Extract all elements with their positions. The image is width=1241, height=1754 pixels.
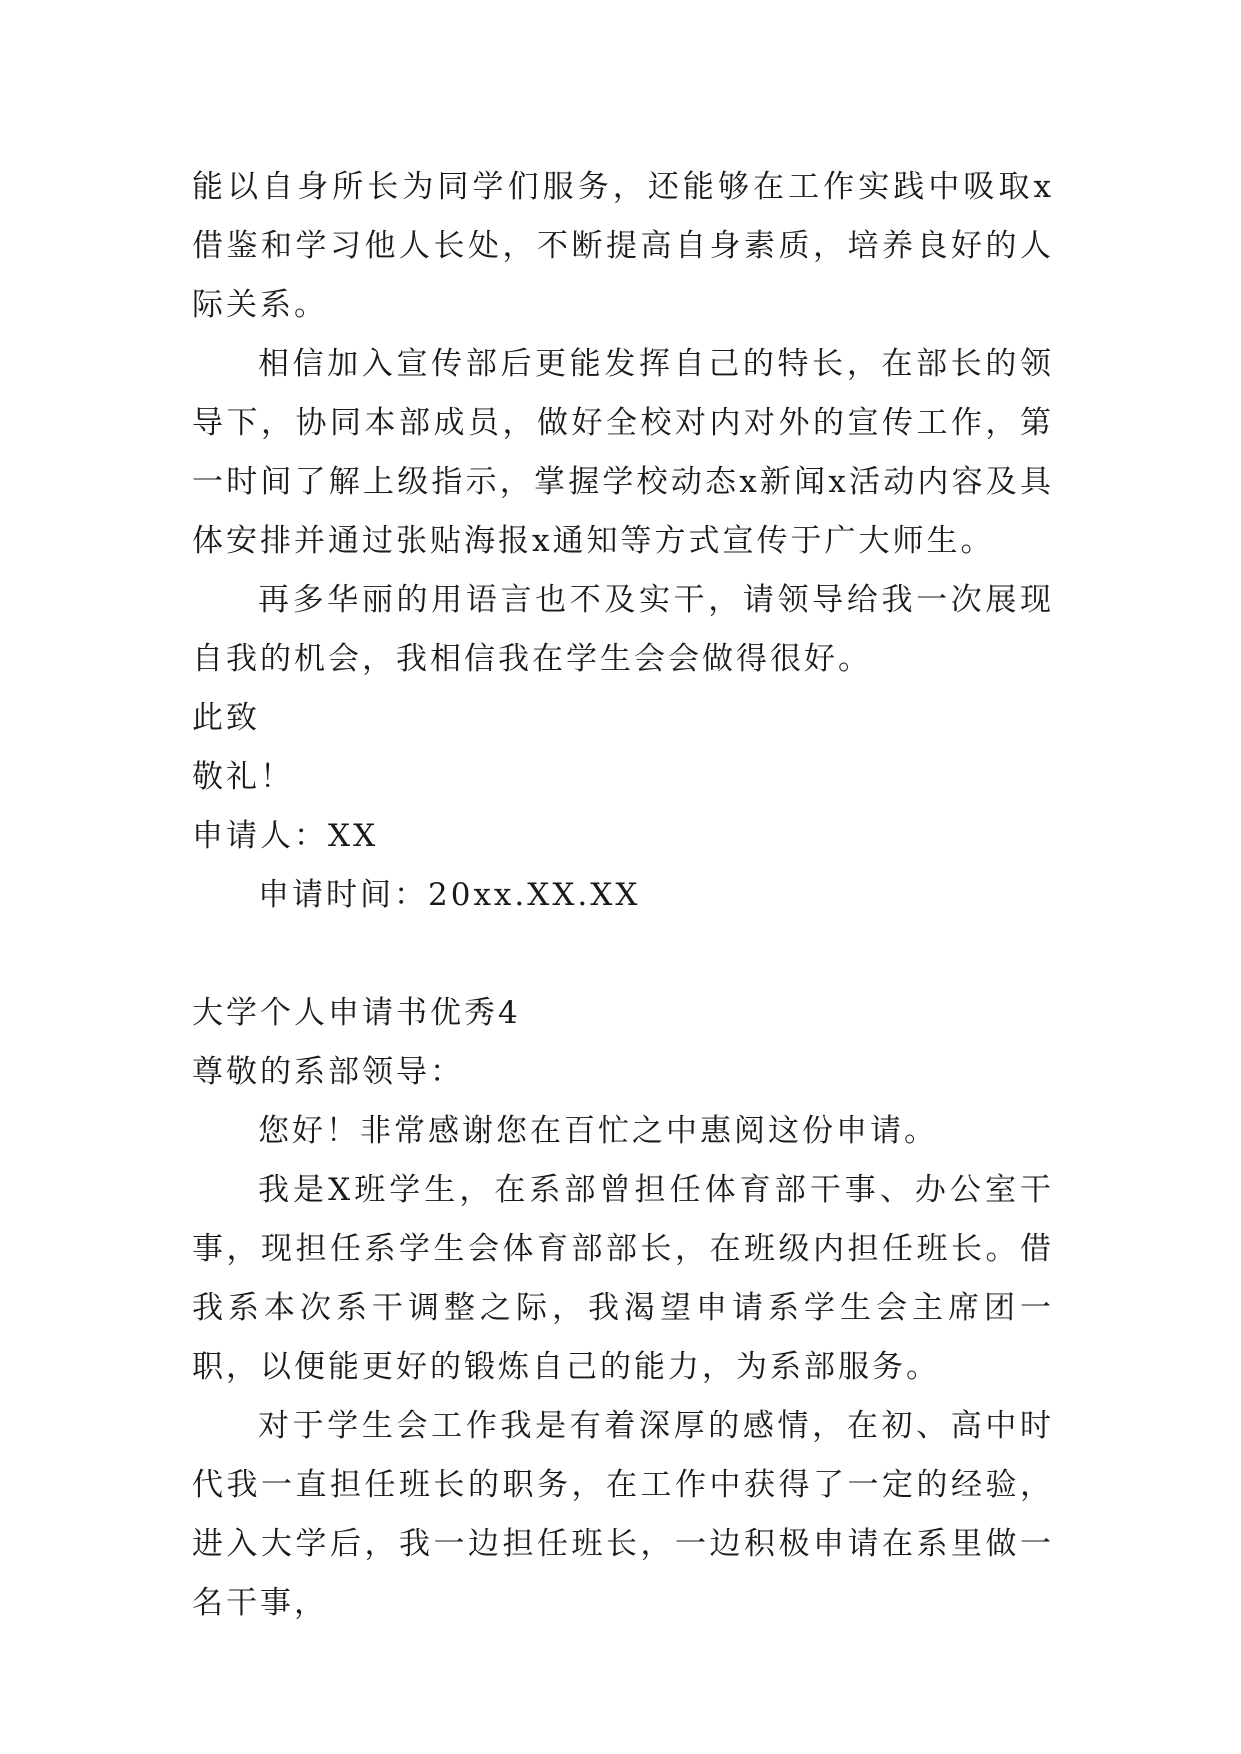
document-body [192, 158, 1054, 1633]
applicant-name: 申请人：XX [192, 818, 379, 854]
closing-cizhi: 此致 [192, 700, 260, 736]
closing-jingli: 敬礼！ [192, 759, 294, 795]
application-date: 申请时间：20xx.XX.XX [258, 877, 641, 913]
section-title: 大学个人申请书优秀4 [192, 995, 521, 1031]
paragraph-greeting: 您好！非常感谢您在百忙之中惠阅这份申请。 [258, 1113, 938, 1149]
paragraph-background: 我是X班学生，在系部曾担任体育部干事、办公室干事，现担任系学生会体育部部长，在班级内担任班长。借我系本次系干调整之际，我渴望申请系学生会主席团一职，以便能更好的锻炼自己的能力，为系部服务。 [192, 1172, 1054, 1385]
section-gap [192, 925, 1054, 984]
paragraph-chance: 再多华丽的用语言也不及实干，请领导给我一次展现自我的机会，我相信我在学生会会做得很好。 [192, 582, 1054, 677]
salutation: 尊敬的系部领导： [192, 1054, 464, 1090]
paragraph-experience: 对于学生会工作我是有着深厚的感情，在初、高中时代我一直担任班长的职务，在工作中获得了一定的经验，进入大学后，我一边担任班长，一边积极申请在系里做一名干事， [192, 1408, 1054, 1621]
paragraph-intro: 能以自身所长为同学们服务，还能够在工作实践中吸取x借鉴和学习他人长处，不断提高自身素质，培养良好的人际关系。 [192, 169, 1054, 323]
paragraph-propaganda: 相信加入宣传部后更能发挥自己的特长，在部长的领导下，协同本部成员，做好全校对内对外的宣传工作，第一时间了解上级指示，掌握学校动态x新闻x活动内容及具体安排并通过张贴海报x通知等方式宣传于广大师生。 [192, 346, 1054, 559]
